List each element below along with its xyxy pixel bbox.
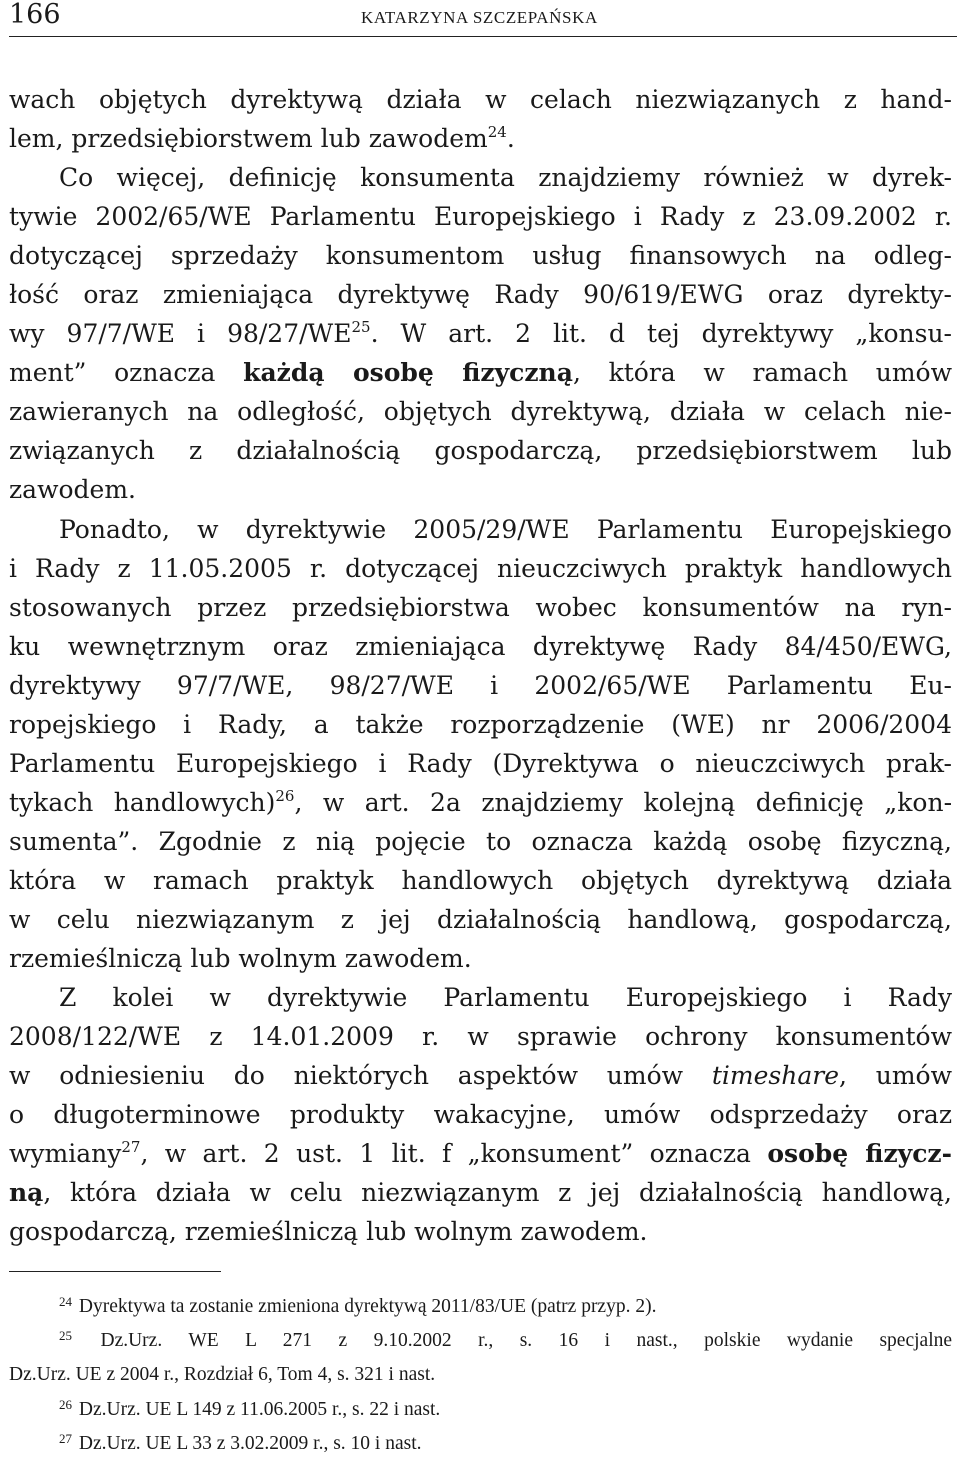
text-run: , która w ramach umów (572, 358, 952, 388)
text-run: w odniesieniu do niektórych aspektów umów (9, 1061, 712, 1091)
bold-phrase: osobę fizycz- (767, 1139, 952, 1169)
text-line: o długoterminowe produkty wakacyjne, umów odsprzedaży oraz (9, 1100, 952, 1130)
footnote-number: 25 (59, 1328, 72, 1344)
text-run: ment” oznacza (9, 358, 244, 388)
text-line: Parlamentu Europejskiego i Rady (Dyrektywa o nieuczciwych prak- (9, 748, 952, 778)
footnote-25 (9, 1324, 952, 1358)
text-run: , umów (838, 1061, 952, 1091)
text-line: Z kolei w dyrektywie Parlamentu Europejskiego i Rady (59, 983, 952, 1013)
footnote-number: 26 (59, 1396, 72, 1412)
footnote-ref-24[interactable]: 24 (487, 123, 507, 142)
text-line: łość oraz zmieniająca dyrektywę Rady 90/619/EWG oraz dyrekty- (9, 280, 952, 310)
text-run: . W art. 2 lit. d tej dyrektywy „konsu- (370, 319, 952, 349)
text-line: zawieranych na odległość, objętych dyrektywą, działa w celach nie- (9, 397, 952, 427)
text-run: wymiany (9, 1139, 122, 1169)
text-line: w celu niezwiązanym z jej działalnością handlową, gospodarczą, (9, 904, 952, 934)
text-line: 2008/122/WE z 14.01.2009 r. w sprawie ochrony konsumentów (9, 1022, 952, 1052)
main-text (9, 80, 952, 1251)
text-line: dyrektywy 97/7/WE, 98/27/WE i 2002/65/WE Parlamentu Eu- (9, 670, 952, 700)
text-line: sumenta”. Zgodnie z nią pojęcie to oznacza każdą osobę fizyczną, (9, 826, 952, 856)
footnote-25-continued: Dz.Urz. UE z 2004 r., Rozdział 6, Tom 4, s. 321 i nast. (9, 1364, 436, 1386)
footnote-26 (9, 1393, 952, 1427)
text-line (9, 353, 952, 392)
footnote-text: Dz.Urz. WE L 271 z 9.10.2002 r., s. 16 i nast., polskie wydanie specjalne (100, 1330, 952, 1352)
text-line (9, 783, 952, 822)
text-line: która w ramach praktyk handlowych objętych dyrektywą działa (9, 865, 952, 895)
text-line: gospodarczą, rzemieślniczą lub wolnym zawodem. (9, 1217, 648, 1247)
bold-phrase: ną (9, 1178, 44, 1208)
page-number: 166 (9, 0, 61, 30)
text-line: wach objętych dyrektywą działa w celach niezwiązanych z hand- (9, 85, 952, 114)
text-run: tykach handlowych) (9, 787, 276, 817)
footnote-24 (9, 1290, 952, 1324)
footnote-ref-27[interactable]: 27 (121, 1138, 141, 1157)
text-line: zawodem. (9, 475, 136, 505)
running-head: KATARZYNA SZCZEPAŃSKA (361, 8, 598, 27)
text-run: , w art. 2 ust. 1 lit. f „konsument” oznacza (140, 1139, 768, 1169)
text-line: ku wewnętrznym oraz zmieniająca dyrektywę Rady 84/450/EWG, (9, 631, 952, 661)
text-line: dotyczącej sprzedaży konsumentom usług finansowych na odleg- (9, 241, 952, 271)
text-line: ropejskiego i Rady, a także rozporządzenie (WE) nr 2006/2004 (9, 709, 952, 739)
footnote-text: Dyrektywa ta zostanie zmieniona dyrektywą 2011/83/UE (patrz przyp. 2). (78, 1296, 657, 1317)
text-line: Ponadto, w dyrektywie 2005/29/WE Parlamentu Europejskiego (59, 514, 952, 544)
text-line (9, 1173, 952, 1212)
footnotes (9, 1290, 952, 1461)
text-line: tywie 2002/65/WE Parlamentu Europejskiego i Rady z 23.09.2002 r. (9, 202, 952, 232)
text-run: , w art. 2a znajdziemy kolejną definicję „kon- (294, 787, 952, 817)
text-line: stosowanych przez przedsiębiorstwa wobec konsumentów na ryn- (9, 592, 952, 622)
page-header (9, 0, 957, 37)
text-line: związanych z działalnością gospodarczą, przedsiębiorstwem lub (9, 436, 952, 466)
italic-term: timeshare (711, 1061, 839, 1091)
text-run: . (506, 124, 515, 154)
text-line (9, 1134, 952, 1173)
footnote-text: Dz.Urz. UE L 33 z 3.02.2009 r., s. 10 i nast. (78, 1432, 422, 1454)
text-line (9, 119, 952, 158)
bold-phrase: każdą osobę fizyczną (243, 358, 573, 388)
footnote-number: 27 (59, 1430, 72, 1446)
text-run: lem, przedsiębiorstwem lub zawodem (9, 124, 488, 154)
text-line: Co więcej, definicję konsumenta znajdziemy również w dyrek- (59, 163, 952, 193)
footnote-separator (9, 1271, 221, 1272)
footnote-27 (9, 1427, 952, 1461)
text-run: wy 97/7/WE i 98/27/WE (9, 319, 352, 349)
footnote-ref-25[interactable]: 25 (351, 318, 371, 337)
footnote-ref-26[interactable]: 26 (275, 786, 295, 805)
text-line: i Rady z 11.05.2005 r. dotyczącej nieuczciwych praktyk handlowych (9, 553, 952, 583)
footnote-text: Dz.Urz. UE L 149 z 11.06.2005 r., s. 22 i nast. (78, 1398, 441, 1420)
text-line (9, 1056, 952, 1095)
text-run: , która działa w celu niezwiązanym z jej działalnością handlową, (43, 1178, 952, 1208)
text-line: rzemieślniczą lub wolnym zawodem. (9, 944, 472, 974)
footnote-number: 24 (59, 1294, 72, 1309)
text-line (9, 314, 952, 353)
